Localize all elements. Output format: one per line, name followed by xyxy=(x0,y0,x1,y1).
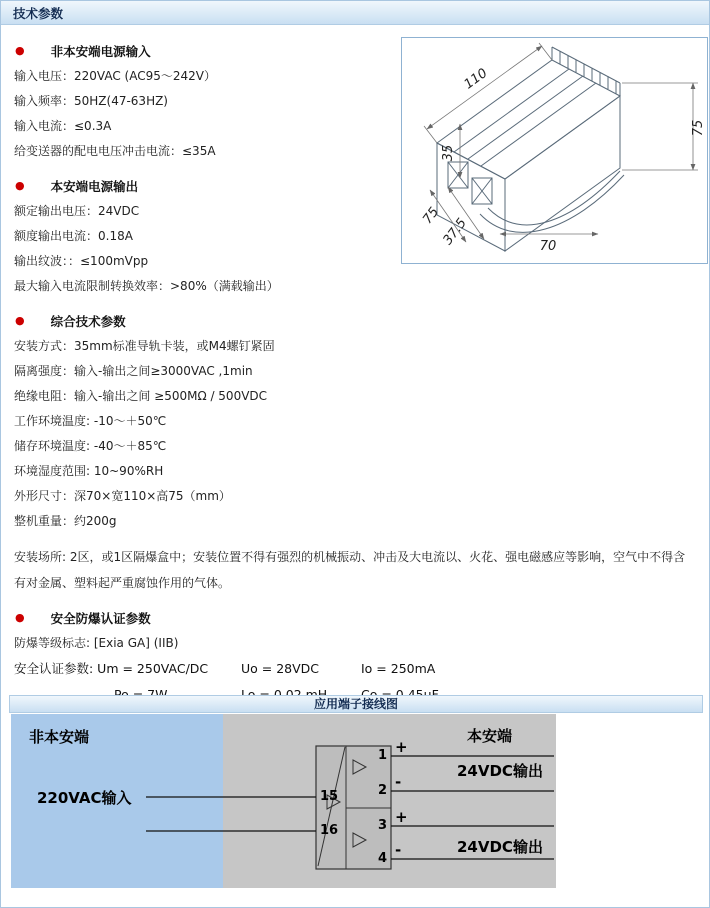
dim-inner-label: 35 xyxy=(441,144,456,162)
bullet-icon: ● xyxy=(15,611,25,624)
bullet-icon: ● xyxy=(15,314,25,327)
polarity-minus-1: - xyxy=(395,773,402,791)
spec-line: 安装方式：35mm标准导轨卡装，或M4螺钉紧固 xyxy=(14,339,275,353)
terminal-15: 15 xyxy=(320,789,339,804)
dc-output-label-2: 24VDC输出 xyxy=(457,838,543,856)
spec-line: 工作环境温度: -10～＋50℃ xyxy=(14,414,167,428)
terminal-2: 2 xyxy=(378,783,388,798)
spec-line: 输出纹波：：≤100mVpp xyxy=(14,254,149,268)
section-heading xyxy=(15,609,697,627)
section-certification xyxy=(13,609,697,708)
page-title-bar xyxy=(1,1,709,25)
spec-line: 最大输入电流限制转换效率：>80%（满载输出） xyxy=(14,279,279,293)
spec-line: 输入电流：≤0.3A xyxy=(14,119,112,133)
ac-input-label: 220VAC输入 xyxy=(37,789,132,807)
bullet-icon: ● xyxy=(15,179,25,192)
spec-lines xyxy=(14,334,697,534)
dimension-labels xyxy=(420,66,706,254)
spec-line: 输入电压：220VAC (AC95～242V） xyxy=(14,69,216,83)
page-title: 技术参数 xyxy=(13,5,64,21)
is-side-label: 本安端 xyxy=(467,727,513,745)
spec-line: 环境湿度范围: 10~90%RH xyxy=(14,464,164,478)
non-is-side-label: 非本安端 xyxy=(29,728,90,746)
dim-left-height-label: 75 xyxy=(420,204,443,228)
spec-line: 给变送器的配电电压冲击电流：≤35A xyxy=(14,144,216,158)
dim-depth-label: 70 xyxy=(539,239,557,254)
spec-line: 整机重量：约200g xyxy=(14,514,117,528)
spec-line: 隔离强度：输入-输出之间≥3000VAC ,1min xyxy=(14,364,253,378)
spec-line: 输入频率：50HZ(47-63HZ) xyxy=(14,94,168,108)
section-heading-text: 本安端电源输出 xyxy=(50,179,139,194)
section-general-specs xyxy=(13,312,697,596)
spec-line: 额度输出电流：0.18A xyxy=(14,229,133,243)
cert-uo: Uo = 28VDC xyxy=(241,661,320,676)
cert-um: 安全认证参数: Um = 250VAC/DC xyxy=(14,661,209,676)
section-heading xyxy=(15,312,697,330)
section-heading-text: 综合技术参数 xyxy=(50,314,126,329)
wiring-section xyxy=(9,695,703,889)
cert-io: Io = 250mA xyxy=(361,661,436,676)
spec-line: 绝缘电阻：输入-输出之间 ≥500MΩ / 500VDC xyxy=(14,389,268,403)
terminal-1: 1 xyxy=(378,748,388,763)
polarity-minus-2: - xyxy=(395,841,402,859)
content-area xyxy=(1,25,709,708)
dc-output-label-1: 24VDC输出 xyxy=(457,762,543,780)
spec-line: 储存环境温度: -40～＋85℃ xyxy=(14,439,167,453)
wiring-diagram xyxy=(9,713,703,889)
spec-lines xyxy=(14,631,697,656)
spec-line: 防爆等级标志: [Exia GA] (IIB) xyxy=(14,636,179,650)
terminal-4: 4 xyxy=(378,851,388,866)
dimension-drawing-panel xyxy=(401,37,708,264)
polarity-plus-2: + xyxy=(395,808,408,826)
dimension-lines xyxy=(424,43,698,242)
installation-note: 安装场所: 2区，或1区隔爆盒中；安装位置不得有强烈的机械振动、冲击及大电流以、火花、强电磁感应等影响，空气中不得含有对金属、塑料起严重腐蚀作用的气体。 xyxy=(14,550,686,590)
bullet-icon: ● xyxy=(15,44,25,57)
section-heading-text: 安全防爆认证参数 xyxy=(50,611,151,626)
dim-left-half-label: 37.5 xyxy=(440,215,470,248)
cert-row-1 xyxy=(14,656,697,682)
spec-line: 额定输出电压：24VDC xyxy=(14,204,140,218)
spec-line: 外形尺寸：深70×宽110×高75（mm） xyxy=(14,489,231,503)
wiring-title-bar: 应用端子接线图 xyxy=(9,695,703,713)
dim-width-label: 110 xyxy=(461,65,491,93)
terminal-16: 16 xyxy=(320,823,339,838)
terminal-3: 3 xyxy=(378,818,388,833)
device-dimension-svg xyxy=(402,38,707,263)
dim-height-right-label: 75 xyxy=(691,119,706,137)
polarity-plus-1: + xyxy=(395,738,408,756)
section-heading-text: 非本安端电源输入 xyxy=(50,44,151,59)
